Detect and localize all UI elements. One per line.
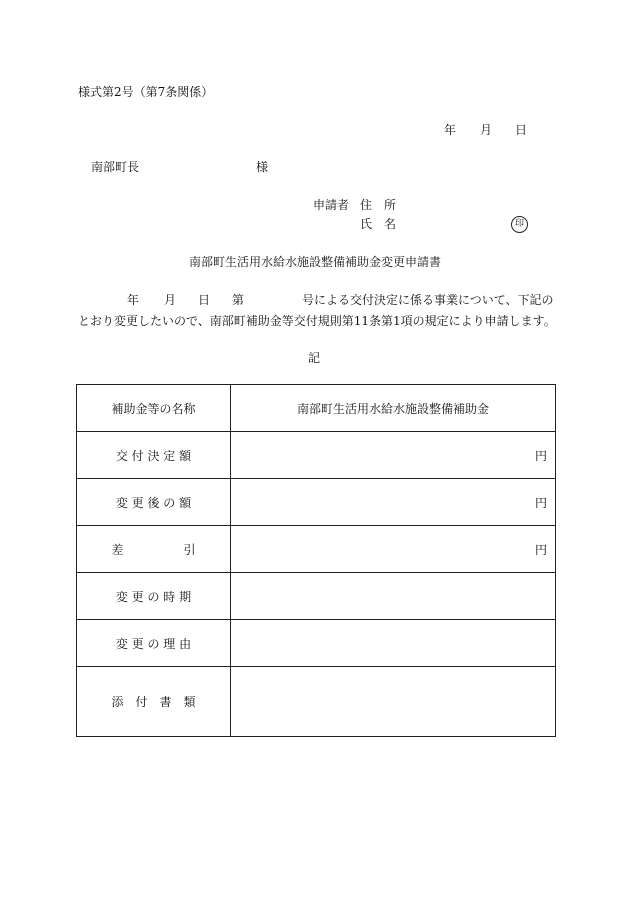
row-label-attachments: 添 付 書 類	[77, 667, 231, 737]
table-row	[77, 385, 556, 432]
row-label-change-reason: 変 更 の 理 由	[77, 620, 231, 667]
addressee-honorific: 様	[256, 160, 269, 174]
applicant-label: 申請者	[313, 198, 350, 212]
row-value-difference[interactable]: 円	[231, 526, 556, 573]
body-line1-rest: 号による交付決定に係る事業について、下記の	[302, 293, 554, 307]
body-dai: 第	[232, 293, 245, 307]
table-row	[77, 667, 556, 737]
body-month: 月	[164, 293, 177, 307]
ki-heading: 記	[308, 351, 321, 365]
body-day: 日	[198, 293, 211, 307]
body-line2: とおり変更したいので、南部町補助金等交付規則第11条第1項の規定により申請します。	[78, 314, 556, 328]
row-label-changed-amount: 変 更 後 の 額	[77, 479, 231, 526]
application-table	[76, 384, 556, 737]
form-number: 様式第2号（第7条関係）	[78, 85, 214, 99]
row-label-subsidy-name: 補助金等の名称	[77, 385, 231, 432]
row-label-difference: 差 引	[77, 526, 231, 573]
table-row	[77, 526, 556, 573]
row-value-grant-amount[interactable]: 円	[231, 432, 556, 479]
row-label-grant-amount: 交 付 決 定 額	[77, 432, 231, 479]
row-value-attachments[interactable]	[231, 667, 556, 737]
table-row	[77, 620, 556, 667]
applicant-name-label: 氏 名	[360, 217, 397, 231]
row-value-subsidy-name: 南部町生活用水給水施設整備補助金	[231, 385, 556, 432]
applicant-address-label: 住 所	[360, 198, 397, 212]
date-day: 日	[515, 123, 528, 137]
row-label-change-timing: 変 更 の 時 期	[77, 573, 231, 620]
addressee-name: 南部町長	[91, 160, 140, 174]
date-month: 月	[480, 123, 493, 137]
row-value-changed-amount[interactable]: 円	[231, 479, 556, 526]
seal-icon: 印	[511, 216, 528, 233]
document-title: 南部町生活用水給水施設整備補助金変更申請書	[189, 255, 442, 269]
table-row	[77, 432, 556, 479]
row-value-change-timing[interactable]	[231, 573, 556, 620]
date-year: 年	[444, 123, 457, 137]
table-row	[77, 573, 556, 620]
table-row	[77, 479, 556, 526]
body-year: 年	[127, 293, 140, 307]
row-value-change-reason[interactable]	[231, 620, 556, 667]
